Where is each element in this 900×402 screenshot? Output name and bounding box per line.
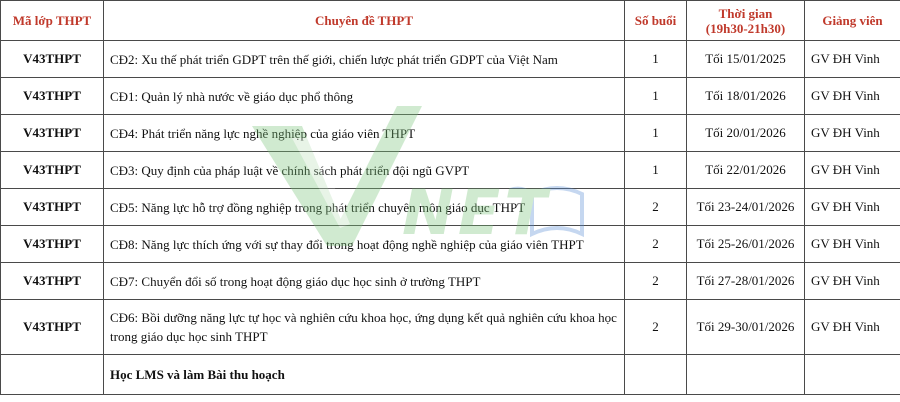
header-time-label: Thời gian [718,5,773,21]
instructor-cell: GV ĐH Vinh [805,115,900,152]
class-code-cell: V43THPT [1,300,104,355]
topic-cell: CĐ8: Năng lực thích ứng với sự thay đổi trong hoạt động nghề nghiệp của giáo viên THPT [104,226,625,263]
sessions-cell: 1 [625,78,687,115]
instructor-cell: GV ĐH Vinh [805,41,900,78]
time-cell: Tối 27-28/01/2026 [687,263,805,300]
sessions-cell: 2 [625,263,687,300]
class-code-cell: V43THPT [1,78,104,115]
instructor-cell: GV ĐH Vinh [805,226,900,263]
watermark-brand-text: NET [402,176,551,249]
time-cell: Tối 20/01/2026 [687,115,805,152]
sessions-cell: 1 [625,115,687,152]
header-class-code: Mã lớp THPT [1,1,104,41]
table-row [1,78,900,115]
topic-cell: CĐ2: Xu thế phát triển GDPT trên thế giới, chiến lược phát triển GDPT của Việt Nam [104,41,625,78]
sessions-cell: 1 [625,41,687,78]
time-cell: Tối 15/01/2025 [687,41,805,78]
sessions-cell: 2 [625,189,687,226]
instructor-cell: GV ĐH Vinh [805,189,900,226]
class-code-cell: V43THPT [1,115,104,152]
topic-cell: CĐ3: Quy định của pháp luật về chính sách phát triển đội ngũ GVPT [104,152,625,189]
time-cell: Tối 23-24/01/2026 [687,189,805,226]
sessions-cell: 1 [625,152,687,189]
sessions-cell: 2 [625,300,687,355]
table-row [1,263,900,300]
empty-cell [687,355,805,395]
empty-cell [1,355,104,395]
table-row [1,152,900,189]
table-row [1,115,900,152]
table-row [1,41,900,78]
header-sessions: Số buổi [625,1,687,41]
topic-cell: CĐ4: Phát triển năng lực nghề nghiệp của giáo viên THPT [104,115,625,152]
header-time [687,1,805,41]
instructor-cell: GV ĐH Vinh [805,300,900,355]
instructor-cell: GV ĐH Vinh [805,152,900,189]
class-code-cell: V43THPT [1,189,104,226]
topic-cell: CĐ6: Bồi dưỡng năng lực tự học và nghiên cứu khoa học, ứng dụng kết quả nghiên cứu khoa học trong giáo dục học sinh THPT [104,300,625,355]
table-row [1,226,900,263]
table-header-row [1,1,900,41]
time-cell: Tối 25-26/01/2026 [687,226,805,263]
topic-cell: CĐ7: Chuyển đổi số trong hoạt động giáo dục học sinh ở trường THPT [104,263,625,300]
header-instructor: Giảng viên [805,1,900,41]
table-footer-row [1,355,900,395]
table-row [1,300,900,355]
class-code-cell: V43THPT [1,152,104,189]
time-cell: Tối 29-30/01/2026 [687,300,805,355]
class-code-cell: V43THPT [1,226,104,263]
instructor-cell: GV ĐH Vinh [805,263,900,300]
lms-assignment-label: Học LMS và làm Bài thu hoạch [104,355,625,395]
time-cell: Tối 18/01/2026 [687,78,805,115]
sessions-cell: 2 [625,226,687,263]
topic-cell: CĐ5: Năng lực hỗ trợ đồng nghiệp trong phát triển chuyên môn giáo dục THPT [104,189,625,226]
time-cell: Tối 22/01/2026 [687,152,805,189]
class-code-cell: V43THPT [1,41,104,78]
header-time-range: (19h30-21h30) [705,20,786,36]
empty-cell [805,355,900,395]
class-code-cell: V43THPT [1,263,104,300]
empty-cell [625,355,687,395]
topic-cell: CĐ1: Quản lý nhà nước về giáo dục phổ thông [104,78,625,115]
header-topic: Chuyên đề THPT [104,1,625,41]
table-row [1,189,900,226]
instructor-cell: GV ĐH Vinh [805,78,900,115]
